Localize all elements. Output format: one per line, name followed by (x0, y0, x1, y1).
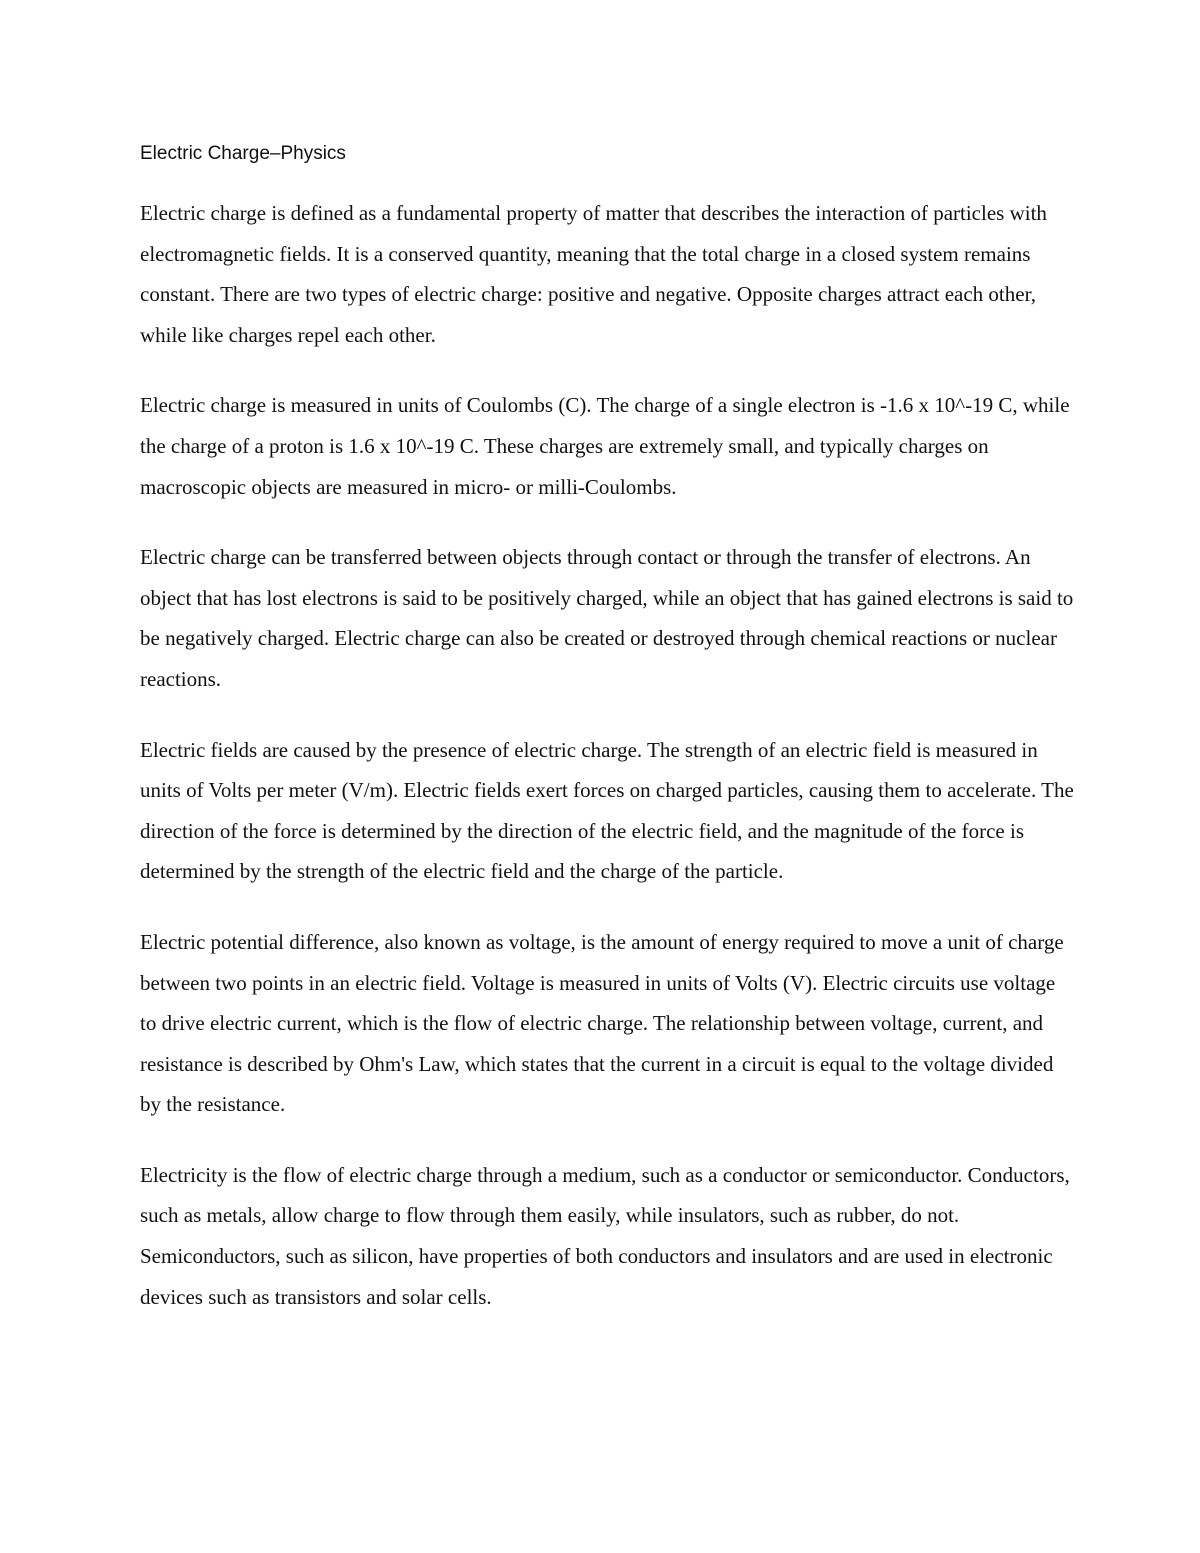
paragraph-units: Electric charge is measured in units of Coulombs (C). The charge of a single electron is -1.6 x 10^-19 C, while the charge of a proton is 1.6 x 10^-19 C. These charges are extremely small, and typically charges on macroscopic objects are measured in micro- or milli-Coulombs. (140, 393, 1070, 499)
paragraph-electric-fields: Electric fields are caused by the presence of electric charge. The strength of an electric field is measured in units of Volts per meter (V/m). Electric fields exert forces on charged particles, causing them to accelerate. The direction of the force is determined by the direction of the electric field, and the magnitude of the force is determined by the strength of the electric field and the charge of the particle. (140, 737, 1074, 884)
paragraph-voltage: Electric potential difference, also known as voltage, is the amount of energy required to move a unit of charge between two points in an electric field. Voltage is measured in units of Volts (V). Electric circuits use voltage to drive electric current, which is the flow of electric charge. The relationship between voltage, current, and resistance is described by Ohm's Law, which states that the current in a circuit is equal to the voltage divided by the resistance. (140, 929, 1064, 1117)
paragraph-electricity: Electricity is the flow of electric charge through a medium, such as a conductor or semiconductor. Conductors, such as metals, allow charge to flow through them easily, while insulators, such as rubber, do not. Semiconductors, such as silicon, have properties of both conductors and insulators and are used in electronic devices such as transistors and solar cells. (140, 1162, 1070, 1309)
paragraph-definition: Electric charge is defined as a fundamental property of matter that describes the interaction of particles with electromagnetic fields. It is a conserved quantity, meaning that the total charge in a closed system remains constant. There are two types of electric charge: positive and negative. Opposite charges attract each other, while like charges repel each other. (140, 201, 1047, 347)
paragraph-transfer: Electric charge can be transferred between objects through contact or through the transfer of electrons. An object that has lost electrons is said to be positively charged, while an object that has gained electrons is said to be negatively charged. Electric charge can also be created or destroyed through chemical reactions or nuclear reactions. (140, 545, 1074, 691)
document-body (140, 193, 1075, 1347)
page-title: Electric Charge–Physics (140, 143, 346, 164)
